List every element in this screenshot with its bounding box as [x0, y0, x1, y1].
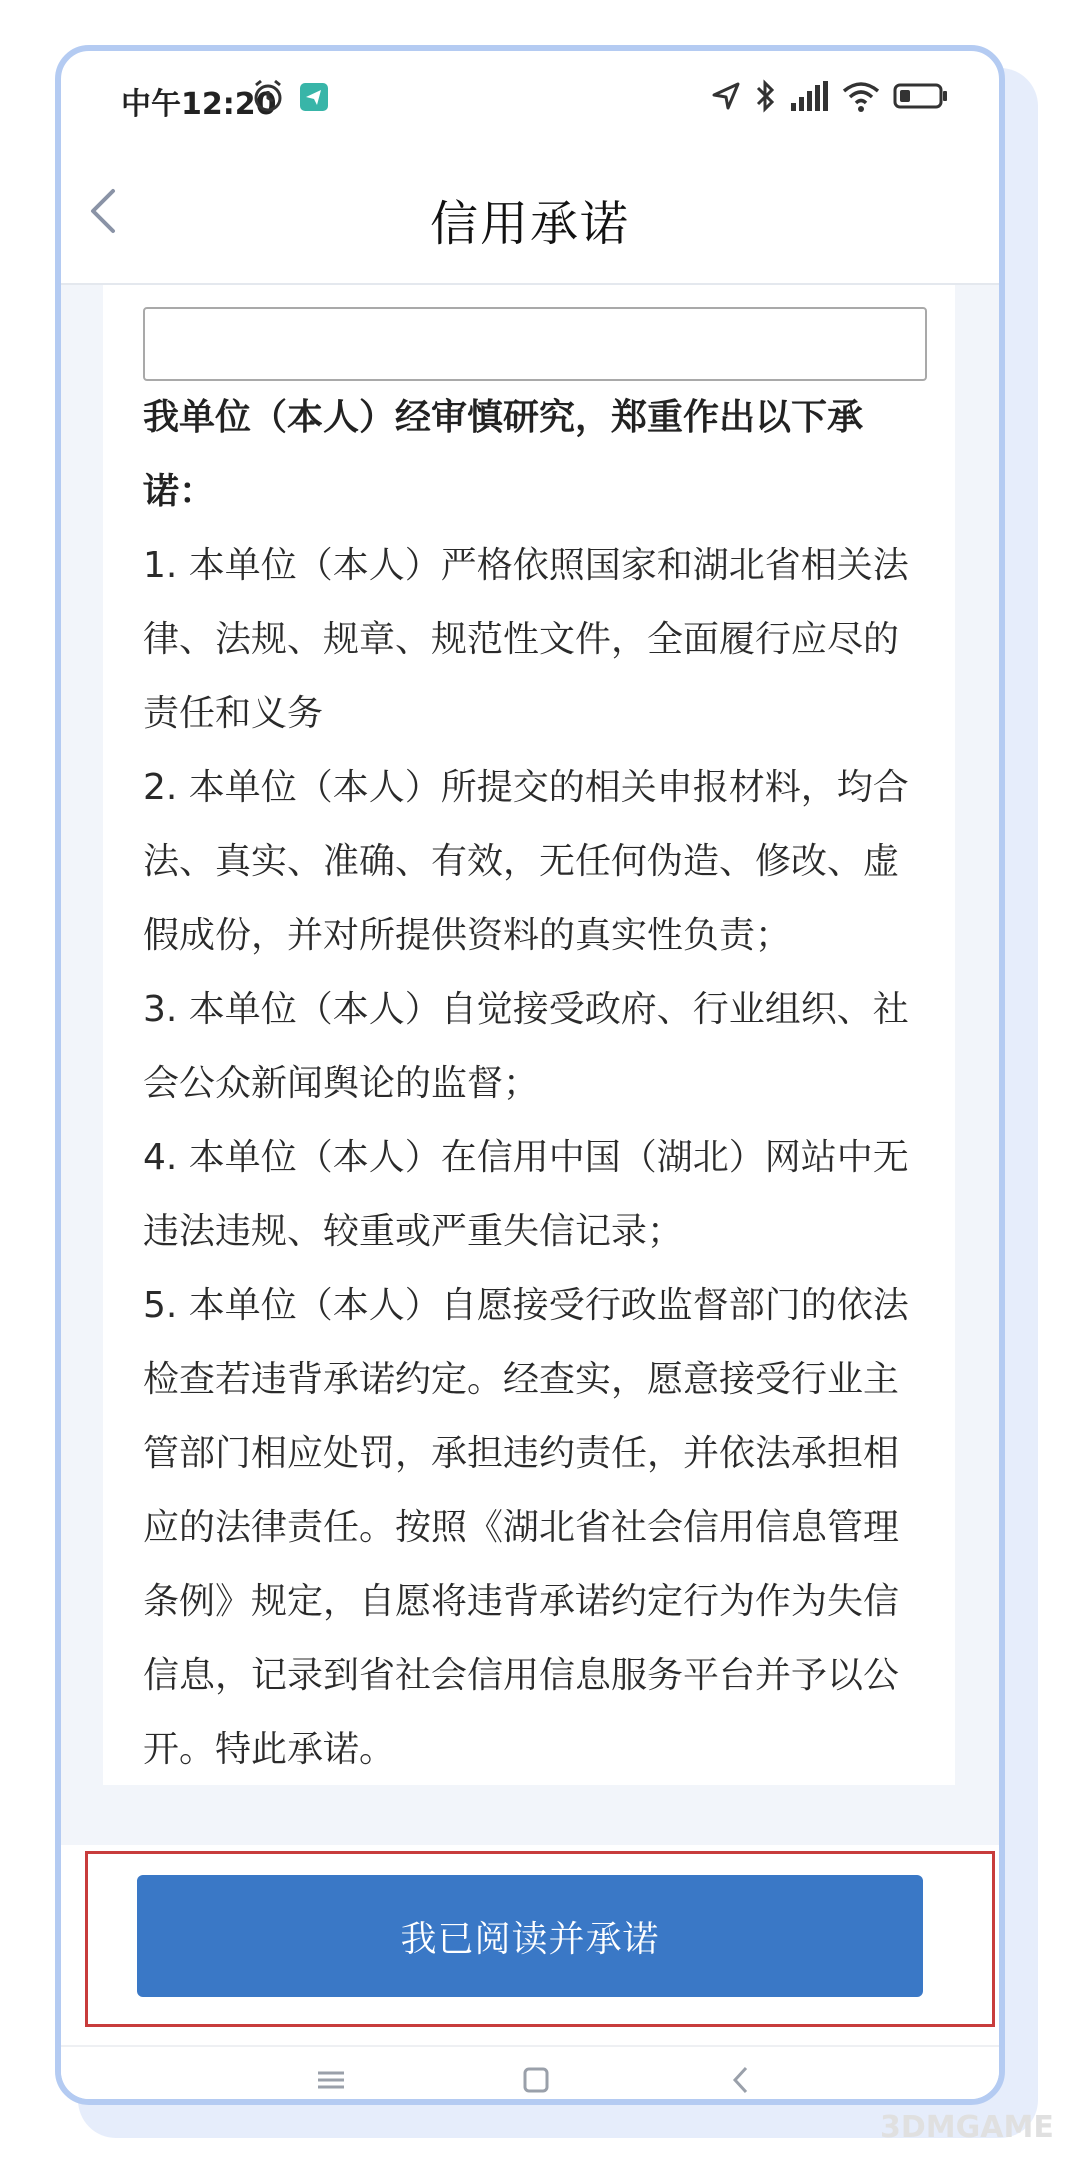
page-title: 信用承诺 [429, 196, 630, 252]
commitment-intro: 我单位（本人）经审慎研究，郑重作出以下承诺： [143, 397, 864, 512]
bluetooth-icon [753, 79, 779, 113]
signal-icon [789, 79, 829, 113]
commitment-item-4: 4. 本单位（本人）在信用中国（湖北）网站中无违法违规、较重或严重失信记录； [143, 1137, 909, 1252]
commitment-item-5: 5. 本单位（本人）自愿接受行政监督部门的依法检查若违背承诺约定。经查实，愿意接受行业主管部门相应处罚，承担违约责任，并依法承担相应的法律责任。按照《湖北省社会信用信息管理条例》规定，自愿将违背承诺约定行为作为失信信息，记录到省社会信用信息服务平台并予以公开。特此承诺。 [143, 1285, 909, 1770]
commitment-item-3: 3. 本单位（本人）自觉接受政府、行业组织、社会公众新闻舆论的监督； [143, 989, 909, 1104]
commitment-item-2: 2. 本单位（本人）所提交的相关申报材料，均合法、真实、准确、有效，无任何伪造、修改、虚假成份，并对所提供资料的真实性负责； [143, 767, 909, 956]
commitment-text [143, 381, 933, 1787]
watermark: 3DMGAME [880, 2110, 1054, 2145]
commitment-item-1: 1. 本单位（本人）严格依照国家和湖北省相关法律、法规、规章、规范性文件，全面履行应尽的责任和义务 [143, 545, 909, 734]
wifi-icon [841, 79, 881, 113]
location-icon [711, 79, 741, 113]
header [61, 141, 999, 285]
alarm-icon [251, 79, 285, 113]
back-icon[interactable] [716, 2055, 766, 2105]
system-nav-bar [61, 2045, 999, 2105]
home-icon[interactable] [511, 2055, 561, 2105]
phone-frame [55, 45, 1005, 2105]
battery-icon [893, 79, 949, 113]
status-time: 中午12:20 [121, 87, 277, 122]
confirm-button[interactable]: 我已阅读并承诺 [137, 1875, 923, 1997]
status-bar [61, 51, 999, 141]
menu-icon[interactable] [306, 2055, 356, 2105]
name-input-field[interactable] [143, 307, 927, 381]
telegram-app-icon [299, 79, 329, 113]
